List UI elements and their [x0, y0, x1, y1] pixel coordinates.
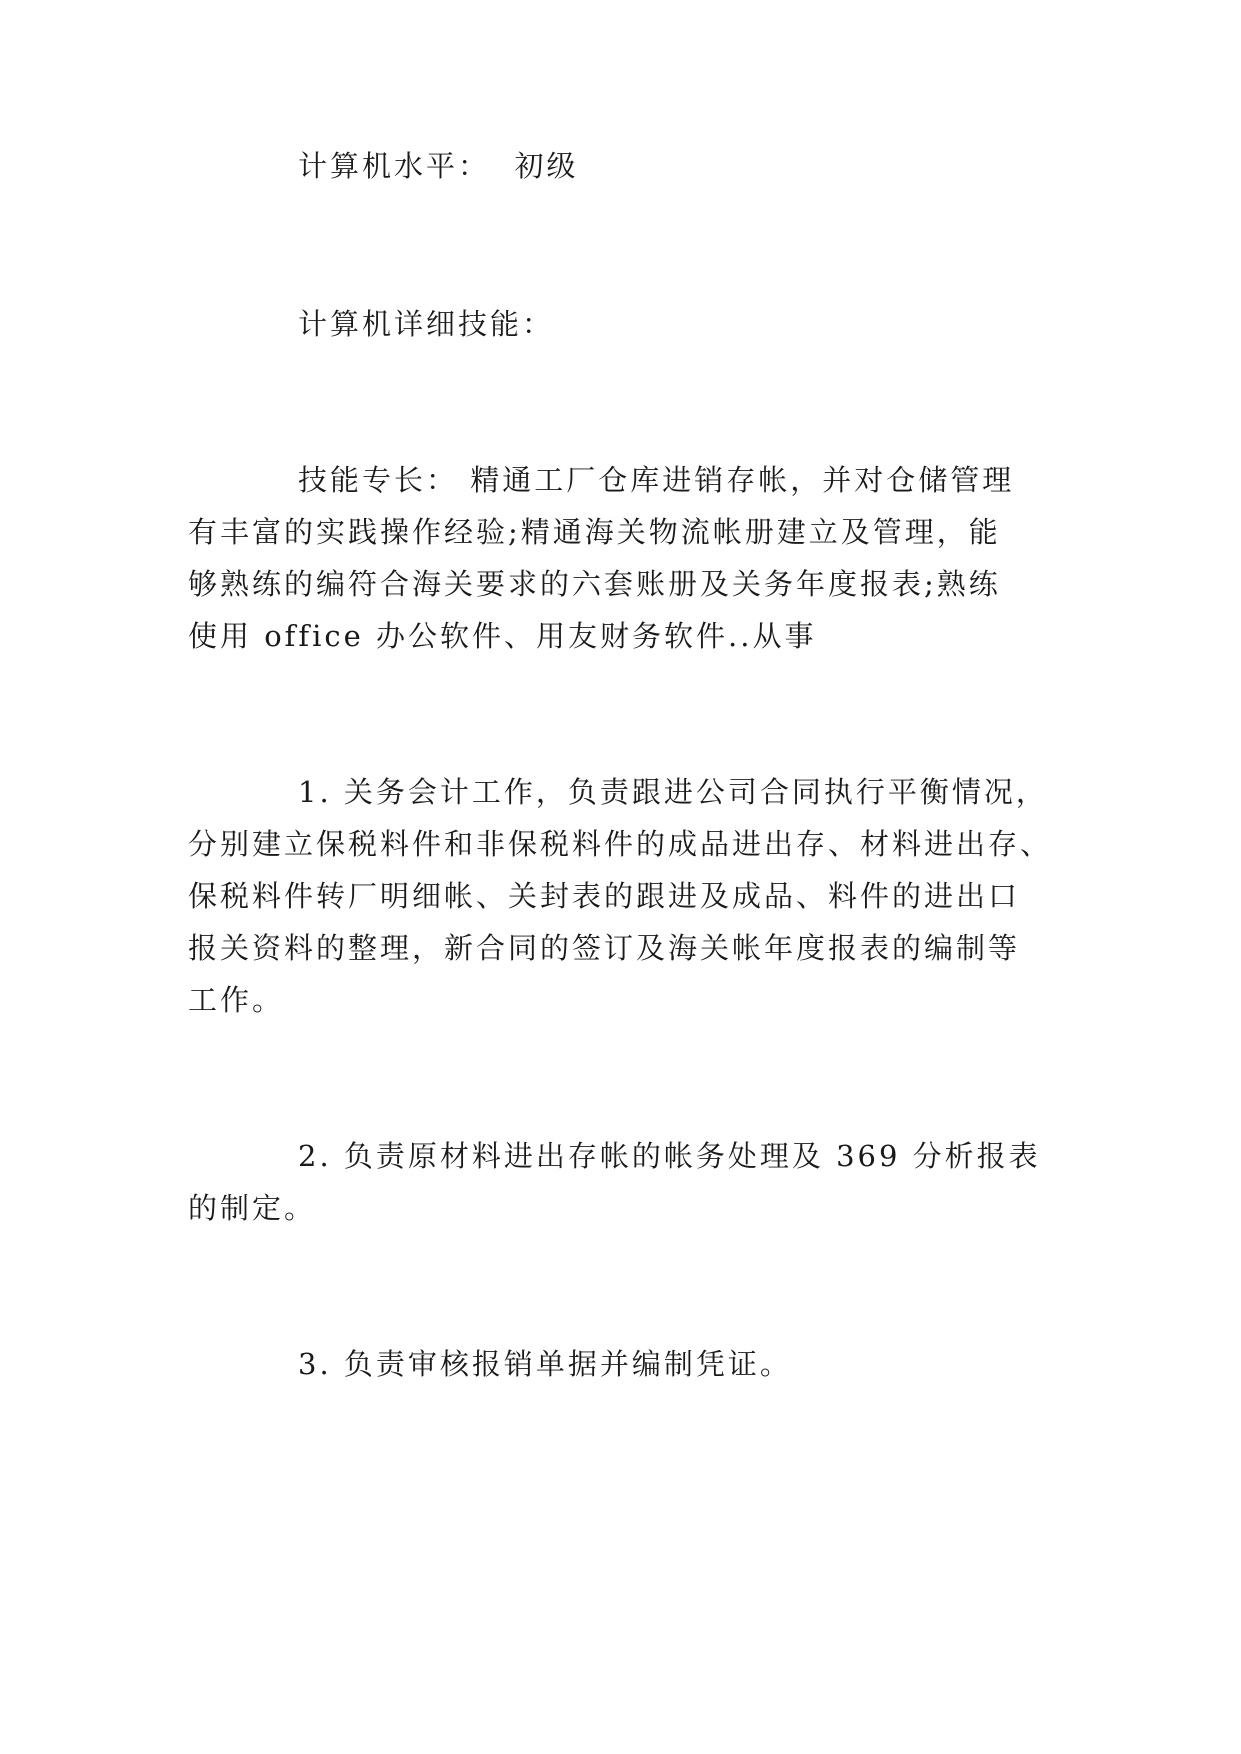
item-2-line: 的制定。 [188, 1191, 317, 1225]
specialty-paragraph [188, 454, 1058, 662]
item-2-paragraph [188, 1130, 1058, 1234]
computer-level-line [188, 140, 1058, 192]
computer-level-value: 初级 [514, 149, 579, 183]
specialty-line: 够熟练的编符合海关要求的六套账册及关务年度报表;熟练 [188, 567, 1001, 601]
specialty-line: 有丰富的实践操作经验;精通海关物流帐册建立及管理，能 [188, 515, 1001, 549]
computer-level-paragraph [188, 140, 1058, 192]
item-2-line: 2. 负责原材料进出存帐的帐务处理及 369 分析报表 [298, 1139, 1041, 1173]
item-1-line: 分别建立保税料件和非保税料件的成品进出存、材料进出存、 [188, 827, 1053, 861]
specialty-line: 使用 office 办公软件、用友财务软件..从事 [188, 619, 817, 653]
computer-skills-paragraph [188, 298, 1058, 350]
item-1-line: 1. 关务会计工作，负责跟进公司合同执行平衡情况， [298, 775, 1048, 809]
specialty-line: 技能专长： 精通工厂仓库进销存帐，并对仓储管理 [298, 463, 1015, 497]
item-1-line: 报关资料的整理，新合同的签订及海关帐年度报表的编制等 [188, 931, 1021, 965]
item-3-line: 3. 负责审核报销单据并编制凭证。 [298, 1347, 792, 1381]
item-1-paragraph [188, 766, 1058, 1026]
computer-level-label: 计算机水平： [298, 149, 491, 183]
item-3-paragraph [188, 1338, 1058, 1390]
item-1-line: 保税料件转厂明细帐、关封表的跟进及成品、料件的进出口 [188, 879, 1021, 913]
item-1-line: 工作。 [188, 983, 285, 1017]
computer-skills-label: 计算机详细技能： [298, 307, 555, 341]
